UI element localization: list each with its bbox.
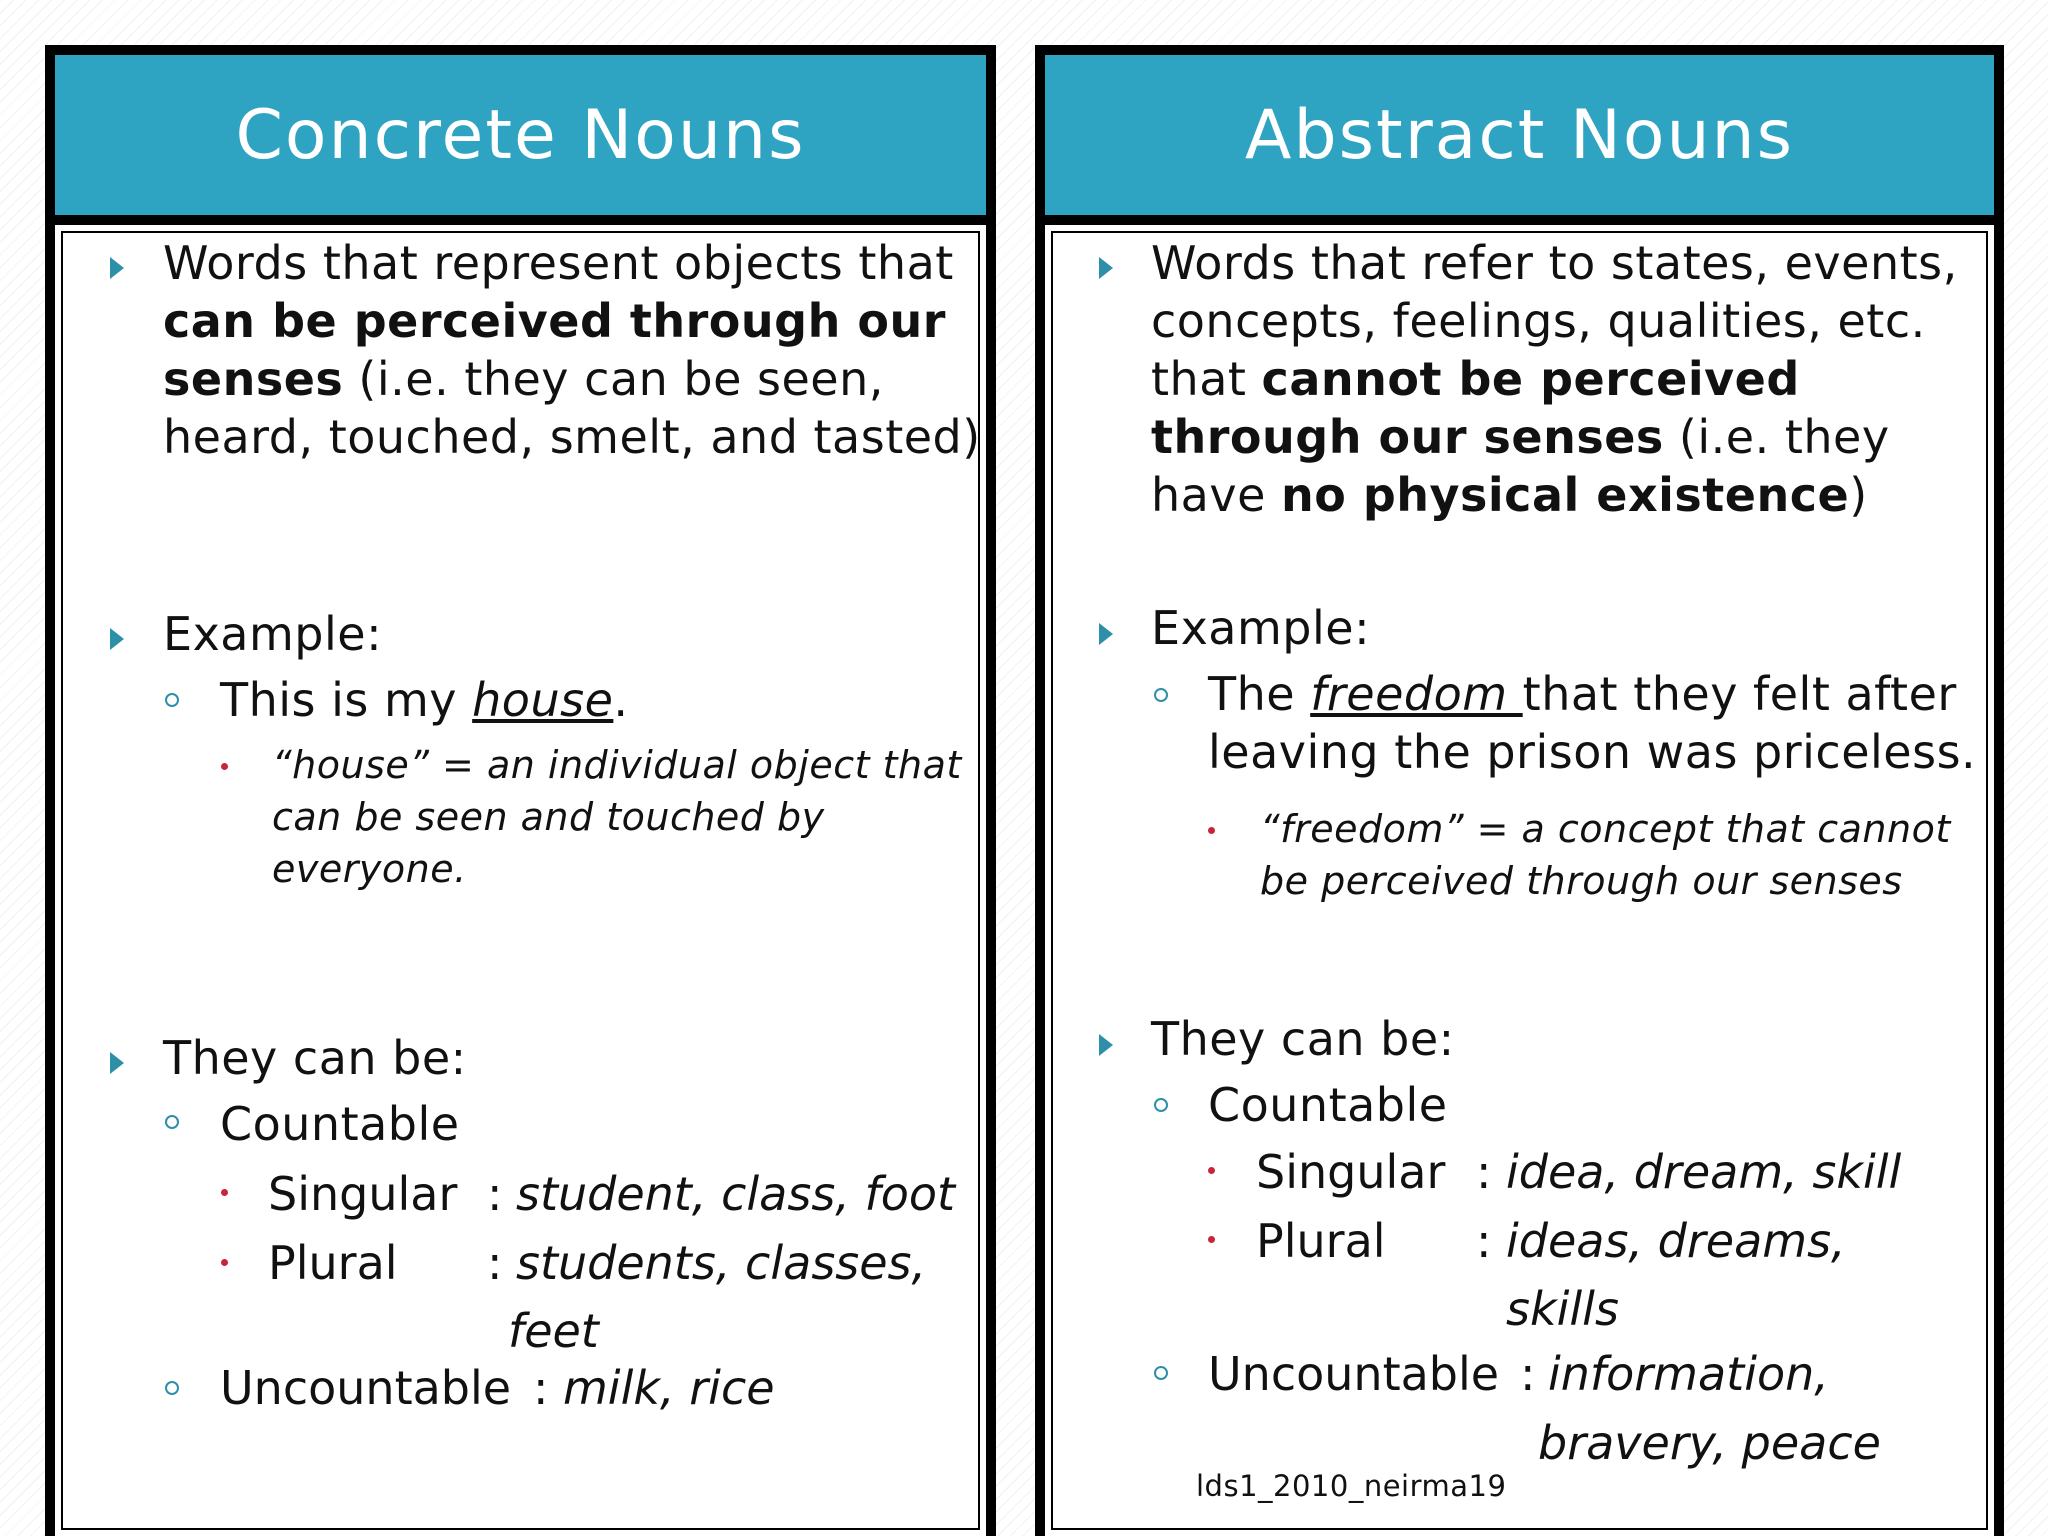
abstract-example-note: “freedom” = a concept that cannot be perceived through our senses xyxy=(1260,807,1951,903)
example-text: that they felt after leaving the prison was priceless. xyxy=(1208,667,1977,779)
abstract-definition xyxy=(1151,234,2001,524)
concrete-example-sentence xyxy=(220,671,629,729)
red-dot-bullet-icon xyxy=(1208,1167,1215,1174)
separator: : xyxy=(487,1167,503,1221)
separator: : xyxy=(1520,1347,1536,1401)
separator: : xyxy=(1476,1145,1492,1199)
plural-label: Plural xyxy=(1256,1214,1386,1268)
red-dot-bullet-icon xyxy=(221,763,228,770)
plural-value: students, classes, xyxy=(516,1236,927,1290)
abstract-types-label: They can be: xyxy=(1151,1012,1455,1066)
concrete-types-label: They can be: xyxy=(163,1031,467,1085)
plural-label: Plural xyxy=(268,1236,398,1290)
plural-value: skills xyxy=(1506,1282,1619,1336)
example-text: . xyxy=(613,673,629,727)
triangle-bullet-icon xyxy=(110,1052,124,1074)
concrete-example-note: “house” = an individual object that can be seen and touched by everyone. xyxy=(272,743,962,891)
abstract-countable-label: Countable xyxy=(1208,1078,1448,1132)
concrete-countable-label: Countable xyxy=(220,1097,460,1151)
red-dot-bullet-icon xyxy=(221,1189,228,1196)
concrete-nouns-body xyxy=(55,225,986,1536)
triangle-bullet-icon xyxy=(1099,623,1113,645)
definition-text: ) xyxy=(1849,468,1868,522)
example-word: freedom xyxy=(1310,667,1523,721)
red-dot-bullet-icon xyxy=(1208,1236,1215,1243)
concrete-nouns-header: Concrete Nouns xyxy=(55,55,986,215)
red-dot-bullet-icon xyxy=(221,1259,228,1266)
definition-bold: cannot be perceived through our senses xyxy=(1151,352,1800,464)
definition-text: (i.e. they have xyxy=(1151,410,1890,522)
uncountable-value: milk, rice xyxy=(563,1361,775,1415)
triangle-bullet-icon xyxy=(110,257,124,279)
circle-bullet-icon xyxy=(1154,1098,1168,1112)
example-text: This is my xyxy=(220,673,473,727)
triangle-bullet-icon xyxy=(110,628,124,650)
singular-value: idea, dream, skill xyxy=(1506,1145,1902,1199)
plural-value: feet xyxy=(508,1304,599,1358)
abstract-example-sentence xyxy=(1208,665,1988,781)
circle-bullet-icon xyxy=(165,1115,179,1129)
red-dot-bullet-icon xyxy=(1208,827,1215,834)
uncountable-label: Uncountable xyxy=(1208,1347,1500,1401)
separator: : xyxy=(1476,1214,1492,1268)
concrete-definition xyxy=(163,234,993,466)
definition-bold: can be perceived through our senses xyxy=(163,294,946,406)
abstract-nouns-body xyxy=(1045,225,1994,1536)
example-text: The xyxy=(1208,667,1311,721)
triangle-bullet-icon xyxy=(1099,1034,1113,1056)
watermark-text: lds1_2010_neirma19 xyxy=(1196,1469,1507,1503)
circle-bullet-icon xyxy=(165,1381,179,1395)
uncountable-label: Uncountable xyxy=(220,1361,512,1415)
abstract-example-label: Example: xyxy=(1151,601,1371,655)
circle-bullet-icon xyxy=(165,693,179,707)
uncountable-value: information, xyxy=(1548,1347,1829,1401)
singular-label: Singular xyxy=(1256,1145,1446,1199)
separator: : xyxy=(487,1236,503,1290)
separator: : xyxy=(533,1361,549,1415)
circle-bullet-icon xyxy=(1154,688,1168,702)
concrete-example-label: Example: xyxy=(163,607,383,661)
uncountable-value: bravery, peace xyxy=(1538,1416,1881,1470)
singular-label: Singular xyxy=(268,1167,458,1221)
circle-bullet-icon xyxy=(1154,1366,1168,1380)
singular-value: student, class, foot xyxy=(516,1167,956,1221)
concrete-nouns-column xyxy=(45,45,996,1536)
definition-text: Words that refer to states, events, concepts, feelings, qualities, etc. that xyxy=(1151,236,1958,406)
definition-text: (i.e. they can be seen, heard, touched, smelt, and tasted) xyxy=(163,352,981,464)
example-word: house xyxy=(472,673,614,727)
definition-bold: no physical existence xyxy=(1281,468,1850,522)
plural-value: ideas, dreams, xyxy=(1506,1214,1846,1268)
definition-text: Words that represent objects that xyxy=(163,236,954,290)
abstract-nouns-header: Abstract Nouns xyxy=(1045,55,1994,215)
triangle-bullet-icon xyxy=(1099,257,1113,279)
abstract-nouns-column xyxy=(1035,45,2004,1536)
